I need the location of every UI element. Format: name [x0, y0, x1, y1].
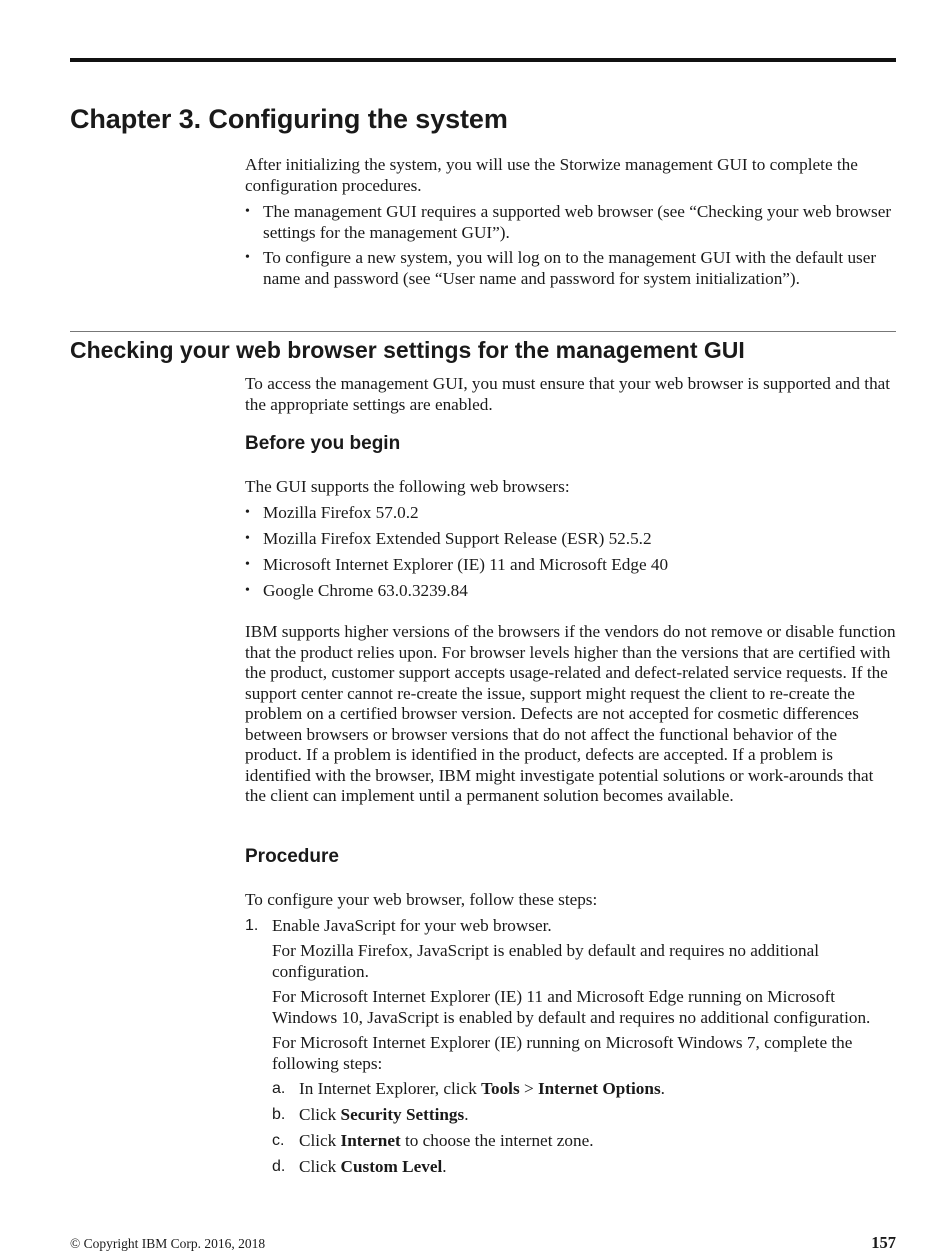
substep-text: . [660, 1079, 665, 1098]
procedure-intro: To configure your web browser, follow these steps: [245, 890, 598, 909]
browser-list-item [245, 555, 896, 576]
procedure-step-1 [245, 916, 896, 1178]
ie11-note: For Microsoft Internet Explorer (IE) 11 and Microsoft Edge running on Microsoft Windows 10, JavaScript is enabled by default and requires no additional configuration. [272, 987, 871, 1027]
section-title: Checking your web browser settings for the management GUI [70, 337, 745, 363]
browsers-block [245, 477, 896, 601]
chapter-bullet [245, 248, 896, 289]
procedure-block [245, 890, 896, 1178]
step-number: 1. [245, 916, 259, 934]
browser-list-item [245, 503, 896, 524]
browser-name: Microsoft Internet Explorer (IE) 11 and Microsoft Edge 40 [263, 554, 669, 574]
win7-note: For Microsoft Internet Explorer (IE) running on Microsoft Windows 7, complete the following steps: [272, 1033, 853, 1073]
section-rule [70, 331, 896, 332]
browser-list-item [245, 581, 896, 602]
bullet-dot: • [245, 582, 250, 598]
menu-command: Security Settings [340, 1105, 465, 1124]
section-intro-block [245, 374, 896, 415]
bullet-dot: • [245, 530, 250, 546]
substep-text: to choose the internet zone. [400, 1131, 594, 1150]
chapter-bullet-list [245, 202, 896, 289]
substep-letter: a. [272, 1080, 286, 1097]
bullet-dot: • [245, 250, 250, 265]
browser-list-item [245, 529, 896, 550]
bullet-dot: • [245, 204, 250, 219]
menu-command: Custom Level [340, 1157, 443, 1176]
substep-item [272, 1105, 896, 1126]
browsers-intro: The GUI supports the following web browsers: [245, 477, 570, 496]
procedure-heading: Procedure [245, 846, 339, 867]
bullet-dot: • [245, 556, 250, 572]
substep-text: Click [299, 1105, 341, 1124]
page-number: 157 [871, 1233, 896, 1252]
browser-list [245, 503, 896, 602]
menu-command: Internet Options [537, 1079, 661, 1098]
substep-item [272, 1131, 896, 1152]
support-paragraph-block [245, 622, 896, 807]
chapter-intro-block [245, 155, 896, 289]
menu-command: Tools [481, 1079, 520, 1098]
substep-letter: b. [272, 1106, 286, 1123]
substep-text: . [442, 1157, 447, 1176]
step-text: Enable JavaScript for your web browser. [272, 915, 552, 935]
substep-text: In Internet Explorer, click [299, 1079, 482, 1098]
substep-letter: c. [272, 1132, 285, 1149]
substep-text: Click [299, 1131, 341, 1150]
chapter-bullet [245, 202, 896, 243]
chapter-intro: After initializing the system, you will use the Storwize management GUI to complete the configuration procedures. [245, 155, 858, 195]
browser-name: Mozilla Firefox Extended Support Release (ESR) 52.5.2 [263, 528, 652, 548]
substep-letter: d. [272, 1158, 286, 1175]
before-you-begin-heading: Before you begin [245, 433, 401, 454]
support-paragraph: IBM supports higher versions of the browsers if the vendors do not remove or disable function that the product relies upon. For browser levels higher than the versions that are certified with the product, customer support accepts usage-related and defect-related service requests. If the support center cannot re-create the issue, support might request the client to re-create the problem on a certified browser version. Defects are not accepted for cosmetic differences between browsers or browser versions that do not affect the functional behavior of the product. If a problem is identified in the product, defects are accepted. If a problem is identified with the browser, IBM might investigate potential solutions or work-arounds that the client can implement until a permanent solution becomes available. [245, 622, 896, 805]
bullet-dot: • [245, 504, 250, 520]
substep-item [272, 1157, 896, 1178]
substep-item [272, 1079, 896, 1100]
footer-copyright: © Copyright IBM Corp. 2016, 2018 [70, 1236, 266, 1251]
cross-reference-link[interactable]: To configure a new system, you will log on to the management GUI with the default user name and password (see “User name and password for system initialization”). [263, 248, 877, 288]
menu-command: Internet [340, 1131, 401, 1150]
firefox-note: For Mozilla Firefox, JavaScript is enabled by default and requires no additional configuration. [272, 941, 819, 981]
menu-separator: > [519, 1079, 538, 1098]
chapter-title: Chapter 3. Configuring the system [70, 104, 508, 134]
cross-reference-link[interactable]: The management GUI requires a supported web browser (see “Checking your web browser settings for the management GUI”). [263, 202, 892, 242]
top-rule [70, 58, 896, 62]
substep-text: Click [299, 1157, 341, 1176]
substep-list [272, 1079, 896, 1178]
section-intro: To access the management GUI, you must ensure that your web browser is supported and that the appropriate settings are enabled. [245, 374, 891, 414]
browser-name: Mozilla Firefox 57.0.2 [263, 502, 419, 522]
browser-name: Google Chrome 63.0.3239.84 [263, 580, 468, 600]
substep-text: . [464, 1105, 469, 1124]
